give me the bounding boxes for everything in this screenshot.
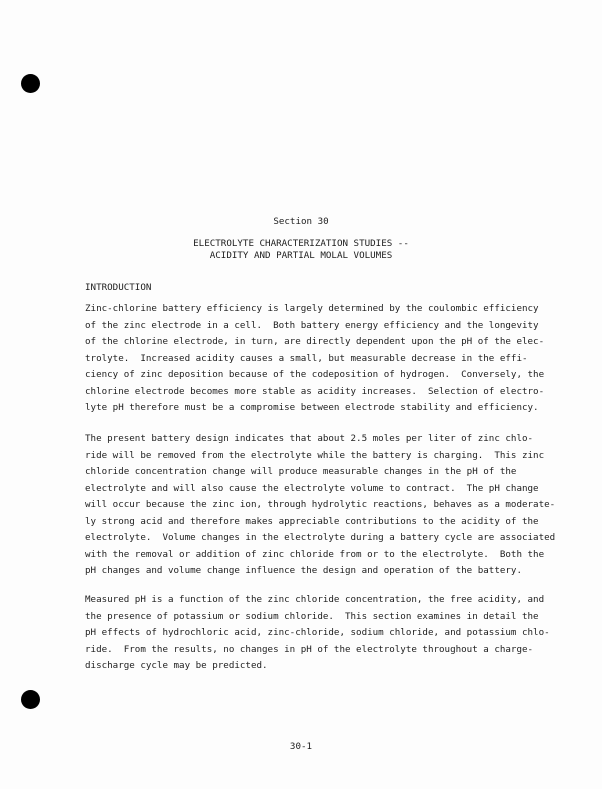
section-title-line-1: ELECTROLYTE CHARACTERIZATION STUDIES -- <box>193 238 409 249</box>
paragraph-line: pH changes and volume change influence the design and operation of the battery. <box>85 565 522 576</box>
paragraph-line: ly strong acid and therefore makes appreciable contributions to the acidity of the <box>85 515 539 527</box>
paragraph-line: of the chlorine electrode, in turn, are directly dependent upon the pH of the elec- <box>85 336 545 347</box>
paragraph-line: discharge cycle may be predicted. <box>85 660 268 671</box>
paragraph-line: pH effects of hydrochloric acid, zinc-chloride, sodium chloride, and potassium chlo- <box>85 627 550 638</box>
paragraph-line: ciency of zinc deposition because of the codeposition of hydrogen. Conversely, the <box>85 369 545 380</box>
page-number: 30-1 <box>289 741 313 752</box>
paragraph-line: ride. From the results, no changes in pH of the electrolyte throughout a charge- <box>85 643 534 655</box>
paragraph-line: Measured pH is a function of the zinc chloride concentration, the free acidity, and <box>85 594 545 605</box>
paragraph-line: of the zinc electrode in a cell. Both battery energy efficiency and the longevity <box>85 319 539 331</box>
paragraph-line: chlorine electrode becomes more stable as acidity increases. Selection of electro- <box>85 385 545 397</box>
paragraph-line: trolyte. Increased acidity causes a small, but measurable decrease in the effi- <box>85 352 528 364</box>
paragraph-line: The present battery design indicates that about 2.5 moles per liter of zinc chlo- <box>85 433 534 444</box>
section-label: Section 30 <box>273 216 329 227</box>
paragraph-line: electrolyte. Volume changes in the electrolyte during a battery cycle are associated <box>85 532 556 543</box>
paragraph-3 <box>85 592 550 675</box>
paragraph-line: Zinc-chlorine battery efficiency is largely determined by the coulombic efficiency <box>85 303 539 314</box>
paragraph-line: will occur because the zinc ion, through hydrolytic reactions, behaves as a moderate- <box>85 499 556 510</box>
paragraph-line: lyte pH therefore must be a compromise between electrode stability and efficiency. <box>85 402 539 413</box>
section-title-line-2: ACIDITY AND PARTIAL MOLAL VOLUMES <box>209 250 393 261</box>
paragraph-2 <box>85 431 556 580</box>
paragraph-line: ride will be removed from the electrolyte while the battery is charging. This zinc <box>85 449 545 461</box>
paragraph-1 <box>85 301 545 417</box>
paragraph-line: the presence of potassium or sodium chloride. This section examines in detail the <box>85 610 539 622</box>
punch-hole-top <box>21 74 40 93</box>
paragraph-line: chloride concentration change will produce measurable changes in the pH of the <box>85 466 517 477</box>
paragraph-line: with the removal or addition of zinc chloride from or to the electrolyte. Both the <box>85 548 545 560</box>
introduction-heading: INTRODUCTION <box>85 282 152 293</box>
paragraph-line: electrolyte and will also cause the electrolyte volume to contract. The pH change <box>85 482 539 494</box>
punch-hole-bottom <box>21 690 40 709</box>
